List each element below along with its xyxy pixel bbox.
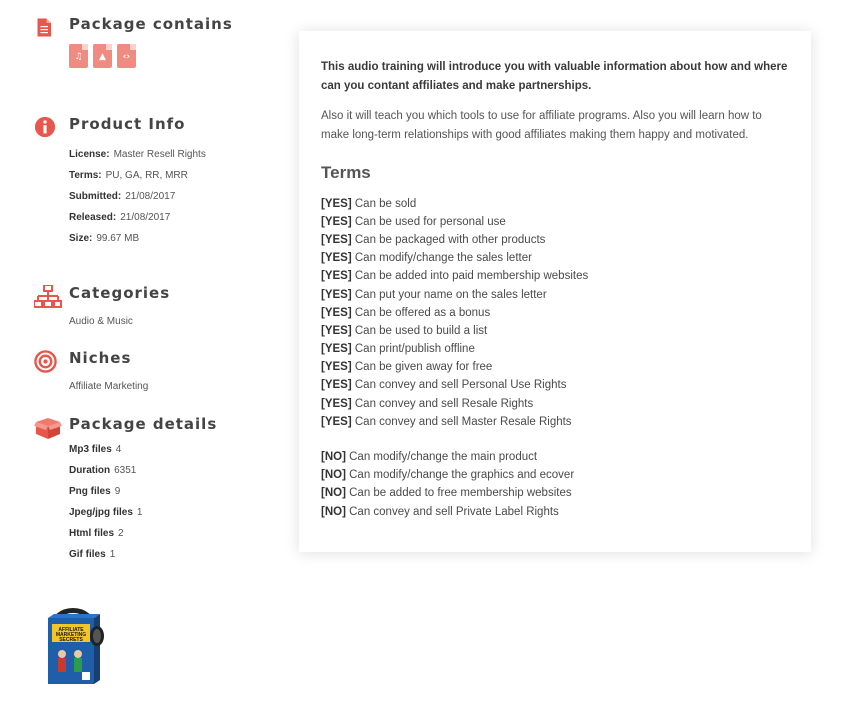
submitted-row: Submitted: 21/08/2017	[69, 191, 176, 202]
term-yes: [YES] Can convey and sell Master Resale Rights	[321, 416, 572, 428]
niche-value: Affiliate Marketing	[69, 381, 149, 392]
term-no: [NO] Can be added to free membership websites	[321, 487, 572, 499]
svg-text:SECRETS: SECRETS	[59, 637, 83, 643]
term-yes: [YES] Can print/publish offline	[321, 343, 475, 355]
html-files-row: Html files 2	[69, 528, 124, 539]
intro-bold-text: This audio training will introduce you with valuable information about how and where can you contant affiliates and make partnerships.	[321, 61, 788, 92]
category-value: Audio & Music	[69, 316, 133, 327]
target-icon	[34, 350, 57, 373]
term-yes: [YES] Can be packaged with other products	[321, 234, 546, 246]
term-yes: [YES] Can be sold	[321, 198, 417, 210]
size-row: Size: 99.67 MB	[69, 233, 140, 244]
audio-product-box-icon	[38, 600, 106, 690]
jpeg-files-row: Jpeg/jpg files 1	[69, 507, 143, 518]
duration-row: Duration 6351	[69, 465, 137, 476]
package-contains-title: Package contains	[69, 15, 233, 33]
term-no: [NO] Can convey and sell Private Label Rights	[321, 506, 559, 518]
term-yes: [YES] Can be offered as a bonus	[321, 307, 491, 319]
term-no: [NO] Can modify/change the main product	[321, 451, 538, 463]
categories-title: Categories	[69, 284, 171, 302]
terms-heading: Terms	[321, 163, 371, 182]
product-info-title: Product Info	[69, 115, 186, 133]
png-files-row: Png files 9	[69, 486, 121, 497]
svg-text:AFFILIATE: AFFILIATE	[58, 627, 84, 633]
document-icon	[36, 16, 54, 39]
term-yes: [YES] Can convey and sell Resale Rights	[321, 398, 534, 410]
intro-text: Also it will teach you which tools to use for affiliate programs. Also you will learn how to make long-term relationships with good affiliates making them happy and motivated.	[321, 110, 762, 141]
license-row: License: Master Resell Rights	[69, 149, 206, 160]
term-yes: [YES] Can put your name on the sales letter	[321, 289, 547, 301]
term-yes: [YES] Can be given away for free	[321, 361, 493, 373]
svg-text:MARKETING: MARKETING	[55, 632, 87, 638]
term-yes: [YES] Can be added into paid membership websites	[321, 270, 589, 282]
term-yes: [YES] Can be used for personal use	[321, 216, 506, 228]
term-yes: [YES] Can modify/change the sales letter	[321, 252, 532, 264]
term-no: [NO] Can modify/change the graphics and ecover	[321, 469, 575, 481]
box-icon	[34, 416, 62, 440]
terms-row: Terms: PU, GA, RR, MRR	[69, 170, 188, 181]
package-details-title: Package details	[69, 415, 218, 433]
description-card	[299, 31, 811, 552]
mp3-files-row: Mp3 files 4	[69, 444, 122, 455]
term-yes: [YES] Can convey and sell Personal Use Rights	[321, 379, 567, 391]
gif-files-row: Gif files 1	[69, 549, 116, 560]
released-row: Released: 21/08/2017	[69, 212, 171, 223]
info-icon	[34, 116, 56, 138]
audio-file-icon: ♫	[69, 44, 88, 68]
niches-title: Niches	[69, 349, 132, 367]
sitemap-icon	[34, 285, 62, 309]
term-yes: [YES] Can be used to build a list	[321, 325, 488, 337]
image-file-icon: ▲	[93, 44, 112, 68]
code-file-icon: ‹›	[117, 44, 136, 68]
